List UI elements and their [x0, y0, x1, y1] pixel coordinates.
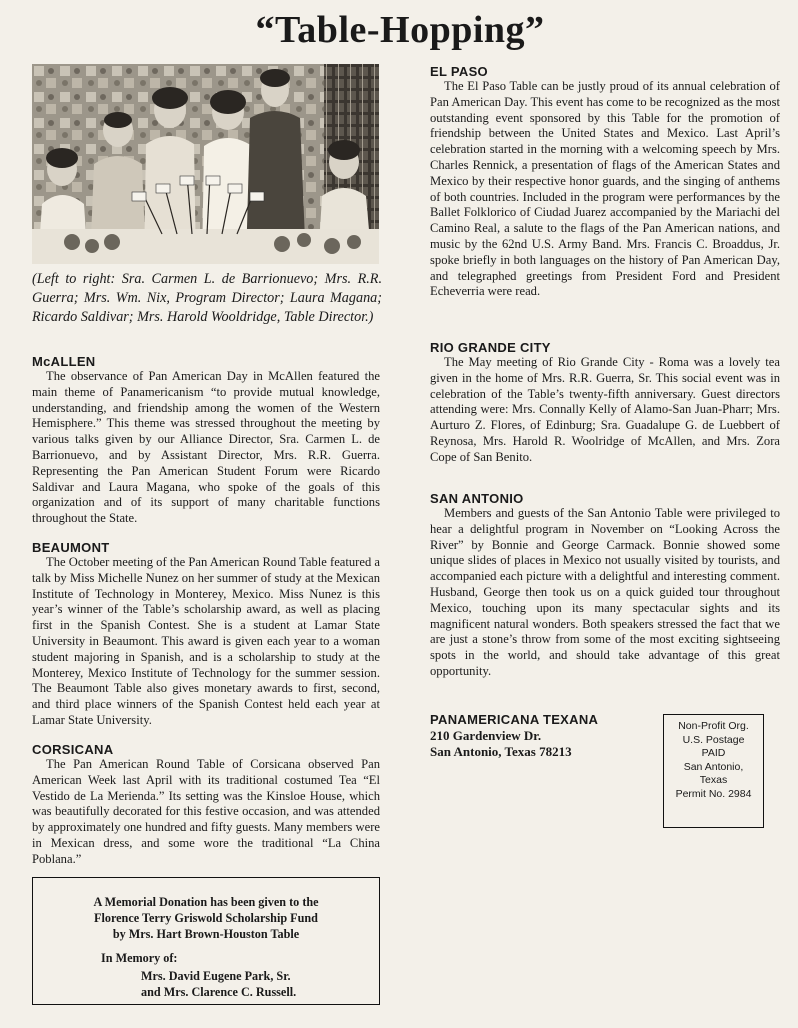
- section-body: Members and guests of the San Antonio Table were privileged to hear a delightful program in November on “Looking Across the River” by Bonnie and George Carmack. Bonnie showed some unique slides of places in Mexico not usually visited by tourists, and accompanied each picture with a delightful and interesting comment. Husband, George then took us on a quick guided tour throughout Mexico, touching upon its many spectacular sights and its magnificent natural wonders. Both speakers stressed the fact that we are just a stone’s throw from some of the most exciting sightseeing spots in the world, and should take advantage of this great opportunity.: [430, 506, 780, 678]
- address-org: PANAMERICANA TEXANA: [430, 712, 599, 727]
- address-city: San Antonio, Texas 78213: [430, 744, 572, 759]
- section-body: The observance of Pan American Day in McAllen featured the main theme of Panamericanism “to provide mutual knowledge, understanding, and friendship among the women of the Western Hemisphere.” This theme was stressed throughout the meeting by various talks given by our Alliance Director, Sra. Carmen L. de Barrionuevo, and by Assistant Director, Mrs. R.R. Guerra. Representing the Pan American Student Forum were Ricardo Saldivar and Laura Magana, who spoke of the goals of this organization and of its support of many charitable functions throughout the State.: [32, 369, 380, 526]
- postage-line: San Antonio,: [683, 760, 744, 773]
- section-heading: EL PASO: [430, 64, 488, 79]
- in-memory-label: In Memory of:: [101, 951, 178, 965]
- memorial-line: by Mrs. Hart Brown-Houston Table: [112, 927, 300, 941]
- section-heading: RIO GRANDE CITY: [430, 340, 551, 355]
- memorial-line: A Memorial Donation has been given to the: [93, 895, 319, 909]
- section-heading: BEAUMONT: [32, 540, 110, 555]
- postage-indicia: [663, 714, 764, 828]
- postage-line: Permit No. 2984: [675, 787, 752, 800]
- photo-caption: (Left to right: Sra. Carmen L. de Barrionuevo; Mrs. R.R. Guerra; Mrs. Wm. Nix, Program Director; Laura Magana; Ricardo Saldivar; Mrs. Harold Wooldridge, Table Director.): [32, 271, 382, 325]
- section-body: The October meeting of the Pan American Round Table featured a talk by Miss Michelle Nunez on her summer of study at the Mexican Institute of Technology in Monterey, Mexico. Miss Nunez is this year’s winner of the Table’s scholarship award, as well as placing first in the Spanish Contest. She is a student at Lamar State University in Beaumont. This award is given each year to a woman student majoring in Spanish, and is a scholarship to study at the Monterey, Mexico Institute of Technology for the summer session. The Beaumont Table also gives monetary awards to first, second, and third place winners of the Spanish Contest held each year at Lamar State University.: [32, 555, 380, 727]
- section-el-paso: [430, 64, 780, 300]
- section-body: The Pan American Round Table of Corsicana observed Pan American Week last April with its traditional costumed Tea “El Vestido de La Merienda.” Its setting was the Kinsloe House, which was beautifully decorated for this festive occasion, and was attended by approximately one hundred and fifty guests. Many members were in Mexican dress, and some wore the traditional “La China Poblana.”: [32, 757, 380, 866]
- section-body: The May meeting of Rio Grande City - Roma was a lovely tea given in the home of Mrs. R.R. Guerra, Sr. This social event was in celebration of the Table’s twenty-fifth anniversary. Guest directors attending were: Mrs. Connally Kelly of Alamo-San Juan-Pharr; Mrs. Aurturo Z. Flores, of Edinburg; Sra. Guadalupe G. de Luebbert of Reynosa, Mrs. Harold R. Woolridge of McAllen, and Mrs. Zora Cope of San Benito.: [430, 355, 780, 464]
- postage-line: U.S. Postage: [682, 733, 745, 746]
- section-beaumont: [32, 540, 380, 729]
- postage-line: PAID: [701, 747, 726, 759]
- group-photo: [32, 64, 379, 264]
- section-corsicana: [32, 742, 380, 868]
- memorial-donation-box: [32, 877, 380, 1005]
- page-title: “Table-Hopping”: [255, 9, 545, 51]
- section-rio-grande-city: [430, 340, 780, 466]
- section-body: The El Paso Table can be justly proud of its annual celebration of Pan American Day. This event has come to be recognized as the most outstanding event sponsored by this Table for the promotion of friendship between the United States and Mexico. Last April’s celebration started in the morning with a welcoming speech by Mrs. Charles Rennick, a presentation of flags of the American States and Mexico by their respective honor guards, and the singing of anthems of both countries. Included in the program were performances by the Ballet Folklorico of Ciudad Juarez accompanied by the Mariachi del Camino Real, a salute to the flags of the Pan American nations, and music by the 62nd U.S. Army Band. Mrs. Francis C. Broaddus, Jr. spoke briefly in both languages on the history of Pan American Day, and telegraphed greetings from President Ford and President Echeverria were read.: [430, 79, 780, 299]
- postage-line: Non-Profit Org.: [678, 720, 749, 732]
- postage-line: Texas: [699, 774, 728, 786]
- return-address: [430, 712, 598, 760]
- section-heading: McALLEN: [32, 354, 96, 369]
- section-heading: CORSICANA: [32, 742, 114, 757]
- memorial-name: Mrs. David Eugene Park, Sr.: [141, 969, 291, 983]
- section-heading: SAN ANTONIO: [430, 491, 524, 506]
- section-mcallen: [32, 354, 380, 527]
- address-street: 210 Gardenview Dr.: [430, 728, 542, 743]
- memorial-name: and Mrs. Clarence C. Russell.: [141, 985, 297, 999]
- section-san-antonio: [430, 491, 780, 680]
- memorial-line: Florence Terry Griswold Scholarship Fund: [94, 911, 318, 925]
